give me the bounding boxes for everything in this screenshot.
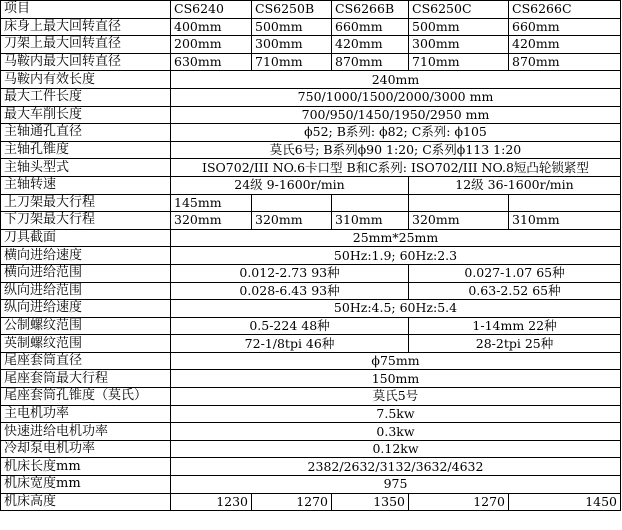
row-label: 纵向进给速度 [1, 300, 171, 318]
row-value: 0.012-2.73 93种 [171, 264, 409, 282]
row-value: 870mm [509, 53, 621, 71]
row-value: 0.63-2.52 65种 [409, 282, 621, 300]
row-value: 320mm [409, 212, 509, 230]
row-label: 主电机功率 [1, 405, 171, 423]
row-label: 最大工件长度 [1, 88, 171, 106]
swing-in-gap-row [1, 53, 621, 71]
machine-height-row [1, 493, 621, 511]
swing-over-carriage-row [1, 36, 621, 54]
empty-cell [409, 194, 509, 212]
header-row [1, 1, 621, 19]
row-value: 660mm [509, 18, 621, 36]
lower-slide-travel-row [1, 212, 621, 230]
coolant-motor-row [1, 440, 621, 458]
row-value: 200mm [171, 36, 252, 54]
main-motor-row [1, 405, 621, 423]
row-value: 660mm [332, 18, 409, 36]
max-work-length-row [1, 88, 621, 106]
inch-thread-row [1, 335, 621, 353]
row-value: 870mm [332, 53, 409, 71]
row-value: 1350 [332, 493, 409, 511]
row-value: 710mm [409, 53, 509, 71]
header-model-5: CS6266C [509, 1, 621, 19]
row-value: 300mm [252, 36, 332, 54]
empty-cell [252, 194, 332, 212]
rapid-motor-row [1, 423, 621, 441]
row-value: 72-1/8tpi 46种 [171, 335, 409, 353]
row-label: 英制螺纹范围 [1, 335, 171, 353]
row-label: 尾座套筒直径 [1, 352, 171, 370]
row-value: 300mm [409, 36, 509, 54]
row-value: 320mm [171, 212, 252, 230]
row-label: 主轴头型式 [1, 159, 171, 177]
metric-thread-row [1, 317, 621, 335]
spindle-nose-row [1, 159, 621, 177]
row-value: 25mm*25mm [171, 229, 621, 247]
machine-length-row [1, 458, 621, 476]
row-value: 0.3kw [171, 423, 621, 441]
spindle-taper-row [1, 141, 621, 159]
cross-feed-speed-row [1, 247, 621, 265]
row-label: 快速进给电机功率 [1, 423, 171, 441]
row-label: 横向进给速度 [1, 247, 171, 265]
row-label: 纵向进给范围 [1, 282, 171, 300]
row-label: 马鞍内有效长度 [1, 71, 171, 89]
row-value: 24级 9-1600r/min [171, 176, 409, 194]
row-value: 500mm [252, 18, 332, 36]
row-value: 420mm [509, 36, 621, 54]
row-value: 2382/2632/3132/3632/4632 [171, 458, 621, 476]
row-value: 1450 [509, 493, 621, 511]
row-label: 尾座套筒最大行程 [1, 370, 171, 388]
row-value: 1270 [409, 493, 509, 511]
row-label: 上刀架最大行程 [1, 194, 171, 212]
row-value: 420mm [332, 36, 409, 54]
row-label: 公制螺纹范围 [1, 317, 171, 335]
row-value: 400mm [171, 18, 252, 36]
row-value: 7.5kw [171, 405, 621, 423]
row-value: 0.028-6.43 93种 [171, 282, 409, 300]
row-value: 145mm [171, 194, 252, 212]
row-value: ISO702/III NO.6卡口型 B和C系列: ISO702/III NO.8短凸轮锁紧型 [171, 159, 621, 177]
cross-feed-range-row [1, 264, 621, 282]
row-value: 150mm [171, 370, 621, 388]
row-label: 尾座套筒孔锥度（莫氏） [1, 388, 171, 406]
long-feed-range-row [1, 282, 621, 300]
machine-width-row [1, 476, 621, 494]
header-model-3: CS6266B [332, 1, 409, 19]
row-value: 12级 36-1600r/min [409, 176, 621, 194]
row-value: 28-2tpi 25种 [409, 335, 621, 353]
row-value: 975 [171, 476, 621, 494]
empty-cell [332, 194, 409, 212]
row-label: 机床高度 [1, 493, 171, 511]
spindle-speed-row [1, 176, 621, 194]
long-feed-speed-row [1, 300, 621, 318]
swing-over-bed-row [1, 18, 621, 36]
tailstock-taper-row [1, 388, 621, 406]
row-value: 240mm [171, 71, 621, 89]
tailstock-quill-travel-row [1, 370, 621, 388]
row-value: ϕ75mm [171, 352, 621, 370]
row-value: 310mm [509, 212, 621, 230]
row-value: 1-14mm 22种 [409, 317, 621, 335]
row-label: 主轴孔锥度 [1, 141, 171, 159]
header-model-2: CS6250B [252, 1, 332, 19]
row-label: 最大车削长度 [1, 106, 171, 124]
row-value: 750/1000/1500/2000/3000 mm [171, 88, 621, 106]
row-label: 马鞍内最大回转直径 [1, 53, 171, 71]
row-label: 机床长度mm [1, 458, 171, 476]
row-label: 机床宽度mm [1, 476, 171, 494]
row-value: 莫氏5号 [171, 388, 621, 406]
row-value: 320mm [252, 212, 332, 230]
row-label: 床身上最大回转直径 [1, 18, 171, 36]
row-value: ϕ52; B系列: ϕ82; C系列: ϕ105 [171, 124, 621, 142]
upper-slide-travel-row [1, 194, 621, 212]
row-value: 310mm [332, 212, 409, 230]
row-value: 莫氏6号; B系列ϕ90 1:20; C系列ϕ113 1:20 [171, 141, 621, 159]
row-label: 刀架上最大回转直径 [1, 36, 171, 54]
row-label: 主轴通孔直径 [1, 124, 171, 142]
empty-cell [509, 194, 621, 212]
row-label: 冷却泵电机功率 [1, 440, 171, 458]
row-value: 50Hz:4.5; 60Hz:5.4 [171, 300, 621, 318]
row-value: 700/950/1450/1950/2950 mm [171, 106, 621, 124]
row-value: 500mm [409, 18, 509, 36]
row-label: 刀具截面 [1, 229, 171, 247]
tailstock-quill-dia-row [1, 352, 621, 370]
row-value: 1270 [252, 493, 332, 511]
row-value: 710mm [252, 53, 332, 71]
row-label: 横向进给范围 [1, 264, 171, 282]
spindle-bore-row [1, 124, 621, 142]
tool-section-row [1, 229, 621, 247]
header-model-4: CS6250C [409, 1, 509, 19]
row-value: 1230 [171, 493, 252, 511]
header-model-1: CS6240 [171, 1, 252, 19]
gap-length-row [1, 71, 621, 89]
row-value: 50Hz:1.9; 60Hz:2.3 [171, 247, 621, 265]
row-value: 0.5-224 48种 [171, 317, 409, 335]
row-label: 下刀架最大行程 [1, 212, 171, 230]
row-value: 630mm [171, 53, 252, 71]
max-turning-length-row [1, 106, 621, 124]
header-item: 项目 [1, 1, 171, 19]
row-value: 0.12kw [171, 440, 621, 458]
row-label: 主轴转速 [1, 176, 171, 194]
row-value: 0.027-1.07 65种 [409, 264, 621, 282]
